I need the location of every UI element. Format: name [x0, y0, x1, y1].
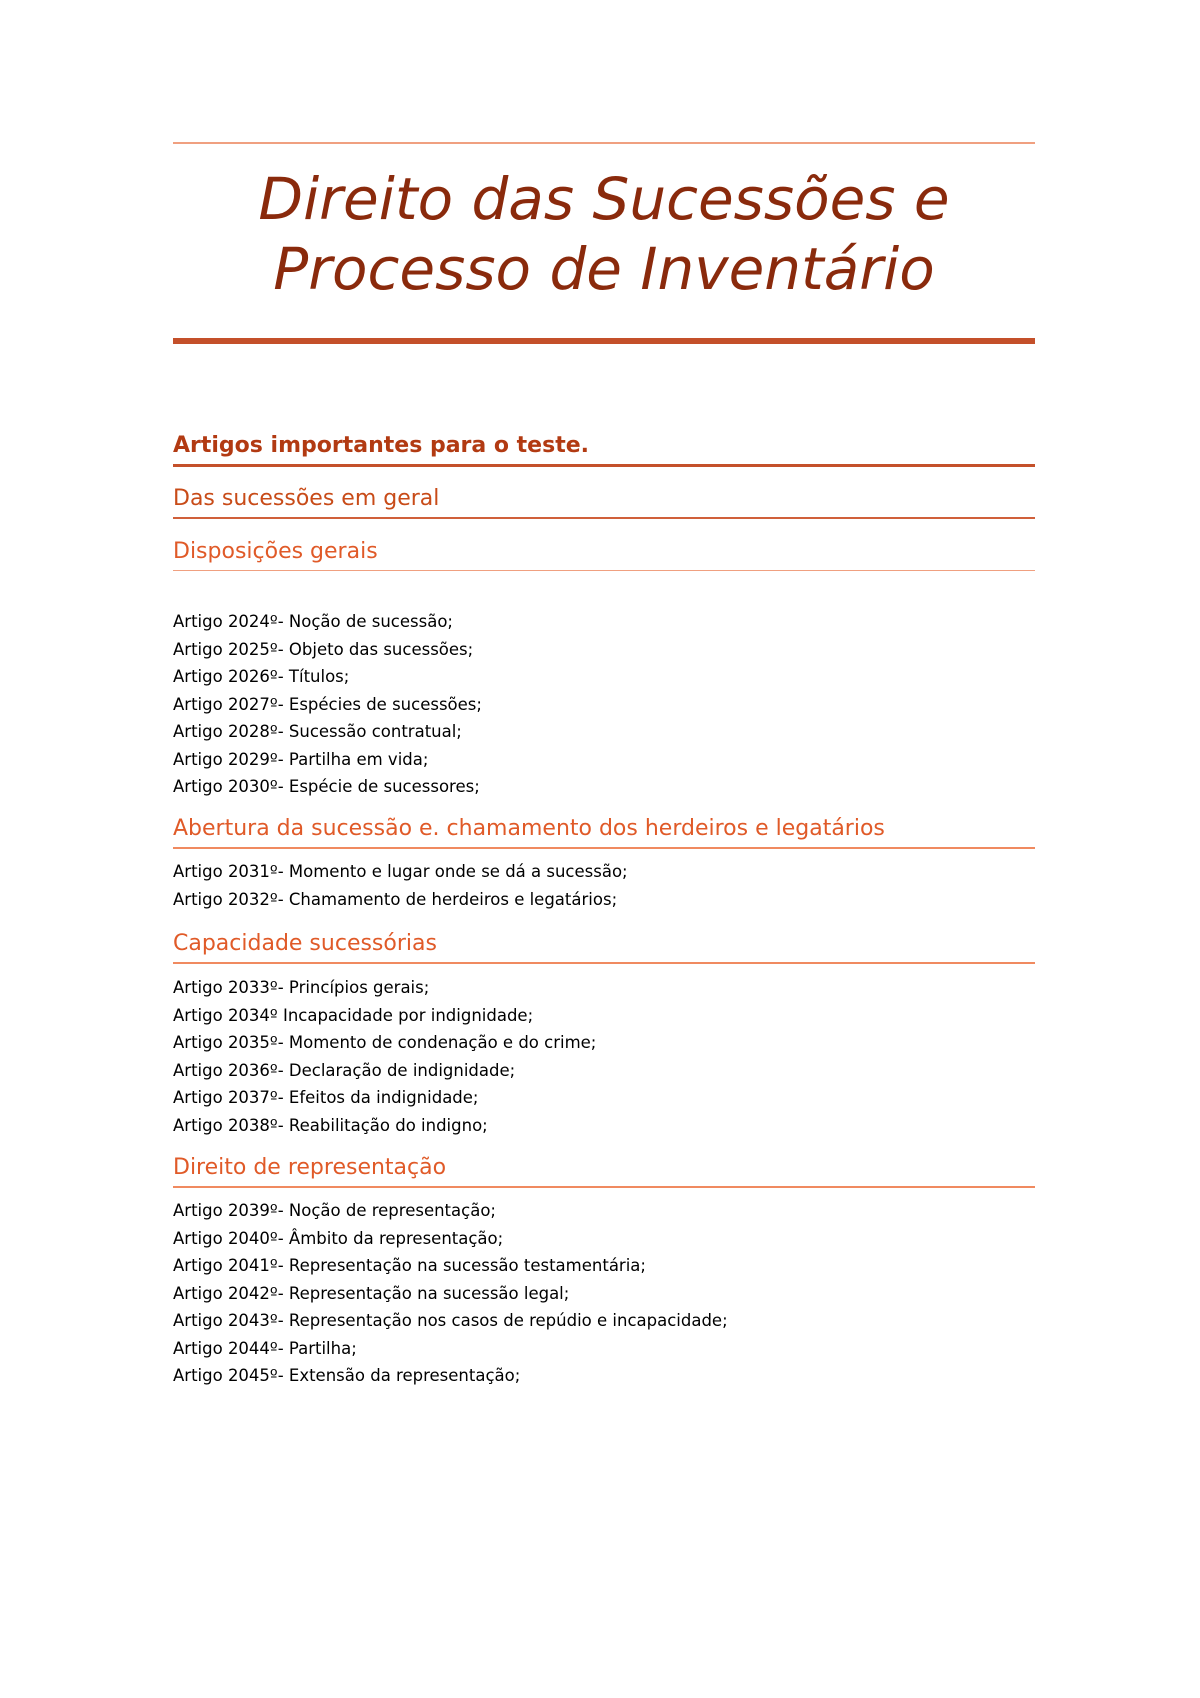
list-item: Artigo 2034º Incapacidade por indignidade;: [173, 1005, 534, 1025]
list-item: Artigo 2035º- Momento de condenação e do crime;: [173, 1033, 597, 1052]
list-item: Artigo 2037º- Efeitos da indignidade;: [173, 1088, 479, 1107]
heading-capacidade-sucessorias: Capacidade sucessórias: [173, 929, 1035, 964]
list-item: Artigo 2024º- Noção de sucessão;: [173, 612, 453, 631]
heading-disposicoes-gerais: Disposições gerais: [173, 537, 1035, 571]
heading-abertura-sucessao: Abertura da sucessão e. chamamento dos herdeiros e legatários: [173, 814, 1035, 849]
list-item: Artigo 2029º- Partilha em vida;: [173, 749, 429, 769]
heading-das-sucessoes: Das sucessões em geral: [173, 484, 1035, 519]
list-item: Artigo 2040º- Âmbito da representação;: [173, 1228, 504, 1248]
list-item: Artigo 2033º- Princípios gerais;: [173, 978, 430, 997]
title-line-2: Processo de Inventário: [273, 235, 935, 303]
list-item: Artigo 2041º- Representação na sucessão testamentária;: [173, 1256, 646, 1275]
list-capacidade: [173, 974, 1035, 1139]
heading-artigos-importantes: Artigos importantes para o teste.: [173, 431, 1035, 467]
list-disposicoes: [173, 608, 1035, 801]
title-bottom-rule: [173, 338, 1035, 344]
list-item: Artigo 2032º- Chamamento de herdeiros e legatários;: [173, 889, 618, 909]
list-item: Artigo 2039º- Noção de representação;: [173, 1201, 496, 1220]
list-item: Artigo 2028º- Sucessão contratual;: [173, 722, 462, 741]
list-item: Artigo 2026º- Títulos;: [173, 667, 350, 686]
heading-direito-representacao: Direito de representação: [173, 1153, 1035, 1188]
list-item: Artigo 2043º- Representação nos casos de repúdio e incapacidade;: [173, 1311, 728, 1330]
list-item: Artigo 2038º- Reabilitação do indigno;: [173, 1115, 488, 1135]
list-abertura: [173, 858, 1035, 913]
list-item: Artigo 2044º- Partilha;: [173, 1338, 357, 1358]
list-item: Artigo 2042º- Representação na sucessão legal;: [173, 1283, 570, 1303]
title-top-rule: [173, 142, 1035, 144]
list-item: Artigo 2031º- Momento e lugar onde se dá a sucessão;: [173, 862, 628, 881]
title-line-1: Direito das Sucessões e: [258, 165, 950, 233]
document-title: [173, 164, 1035, 304]
list-item: Artigo 2030º- Espécie de sucessores;: [173, 777, 480, 796]
list-item: Artigo 2027º- Espécies de sucessões;: [173, 694, 482, 714]
list-item: Artigo 2025º- Objeto das sucessões;: [173, 639, 474, 659]
list-item: Artigo 2045º- Extensão da representação;: [173, 1366, 521, 1385]
list-representacao: [173, 1197, 1035, 1390]
list-item: Artigo 2036º- Declaração de indignidade;: [173, 1060, 516, 1080]
